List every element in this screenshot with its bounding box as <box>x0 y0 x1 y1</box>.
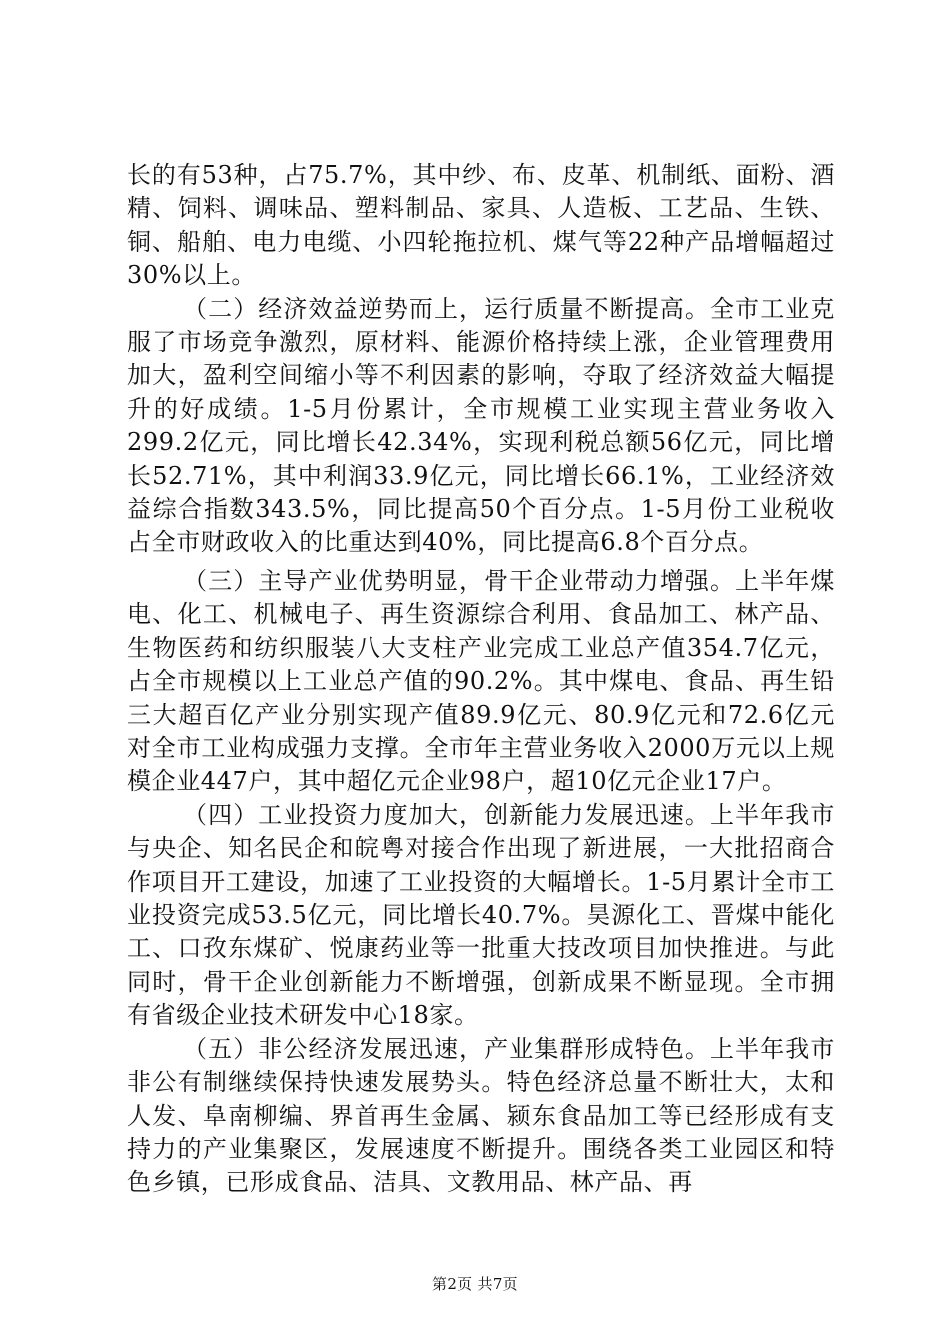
paragraph-section-3: （三）主导产业优势明显，骨干企业带动力增强。上半年煤电、化工、机械电子、再生资源综合利用、食品加工、林产品、生物医药和纺织服装八大支柱产业完成工业总产值354.7亿元，占全市规模以上工业总产值的90.2%。其中煤电、食品、再生铅三大超百亿产业分别实现产值89.9亿元、80.9亿元和72.6亿元对全市工业构成强力支撑。全市年主营业务收入2000万元以上规模企业447户，其中超亿元企业98户，超10亿元企业17户。 <box>127 567 835 796</box>
body-text-lower <box>127 565 835 1200</box>
paragraph-section-4: （四）工业投资力度加大，创新能力发展迅速。上半年我市与央企、知名民企和皖粤对接合作出现了新进展，一大批招商合作项目开工建设，加速了工业投资的大幅增长。1-5月累计全市工业投资完成53.5亿元，同比增长40.7%。昊源化工、晋煤中能化工、口孜东煤矿、悦康药业等一批重大技改项目加快推进。与此同时，骨干企业创新能力不断增强，创新成果不断显现。全市拥有省级企业技术研发中心18家。 <box>127 800 835 1030</box>
paragraph-section-5: （五）非公经济发展迅速，产业集群形成特色。上半年我市非公有制继续保持快速发展势头。特色经济总量不断壮大，太和人发、阜南柳编、界首再生金属、颍东食品加工等已经形成有支持力的产业集聚区，发展速度不断提升。围绕各类工业园区和特色乡镇，已形成食品、洁具、文教用品、林产品、再 <box>127 1034 835 1197</box>
page-footer <box>0 1273 950 1294</box>
page-number-label: 第2页 共7页 <box>432 1275 518 1293</box>
paragraph-section-2: （二）经济效益逆势而上，运行质量不断提高。全市工业克服了市场竞争激烈，原材料、能源价格持续上涨，企业管理费用加大，盈利空间缩小等不利因素的影响，夺取了经济效益大幅提升的好成绩。1-5月份累计，全市规模工业实现主营业务收入299.2亿元，同比增长42.34%，实现利税总额56亿元，同比增长52.71%，其中利润33.9亿元，同比增长66.1%，工业经济效益综合指数343.5%，同比提高50个百分点。1-5月份工业税收占全市财政收入的比重达到40%，同比提高6.8个百分点。 <box>127 294 835 557</box>
body-text-upper <box>127 159 835 560</box>
paragraph-continued: 长的有53种，占75.7%，其中纱、布、皮革、机制纸、面粉、酒精、饲料、调味品、塑料制品、家具、人造板、工艺品、生铁、铜、船舶、电力电缆、小四轮拖拉机、煤气等22种产品增幅超过30%以上。 <box>127 161 835 290</box>
